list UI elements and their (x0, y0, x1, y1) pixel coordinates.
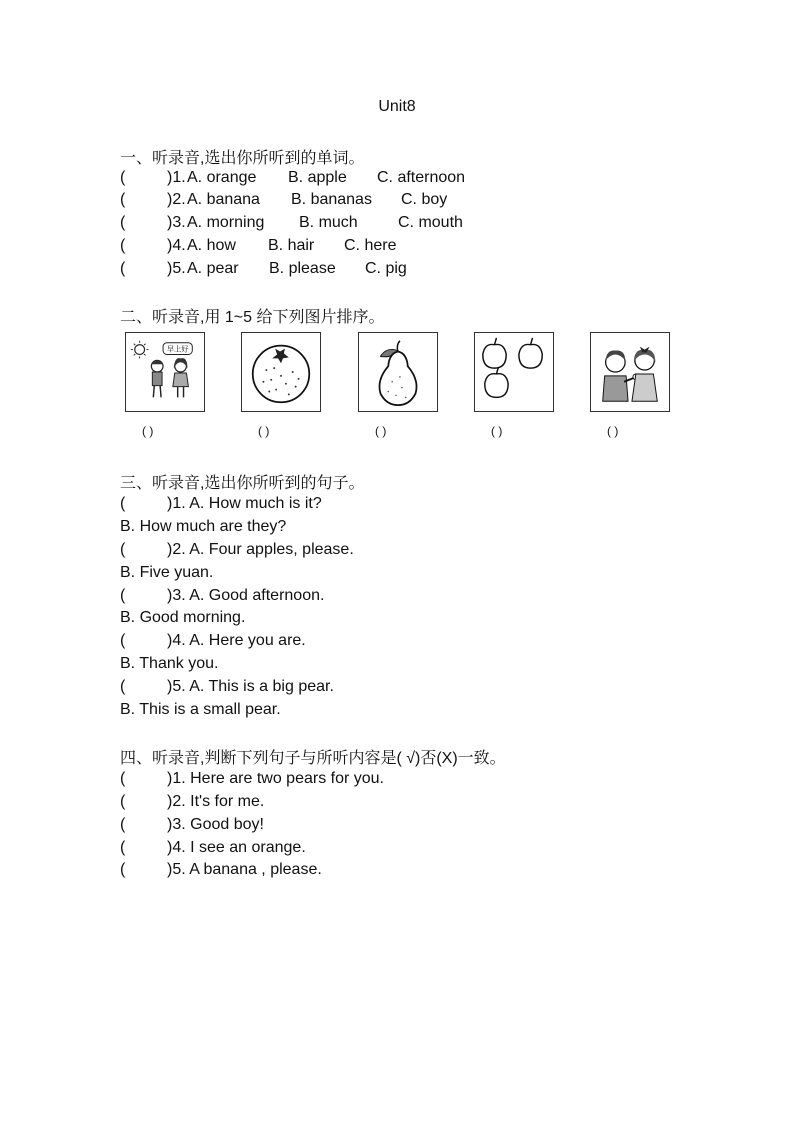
picture-3-blank[interactable]: ( ) (375, 424, 387, 438)
option-a: A. how (187, 237, 236, 254)
option-b: B. apple (288, 169, 347, 186)
option-a: A. banana (187, 191, 260, 208)
statement-text: Good boy! (190, 816, 264, 833)
option-a: A. Here you are. (189, 632, 306, 649)
answer-blank[interactable]: ( (120, 541, 126, 558)
part4-item-1: ( )1. Here are two pears for you. (120, 768, 384, 790)
option-a: A. Good afternoon. (189, 587, 325, 604)
part3-item-5: ( )5. A. This is a big pear. (120, 676, 334, 698)
option-b: B. hair (268, 237, 315, 254)
option-a: A. How much is it? (189, 495, 322, 512)
picture-5 (590, 332, 670, 412)
pear-icon (359, 333, 437, 411)
option-c: C. pig (365, 260, 407, 277)
part1-item-3: ( )3. A. morning B. much C. mouth (120, 212, 186, 234)
picture-4 (474, 332, 554, 412)
part4-item-5: ( )5. A banana , please. (120, 859, 322, 881)
picture-2-blank[interactable]: ( ) (258, 424, 270, 438)
part3-item-3-option-b: B. Good morning. (120, 609, 246, 626)
option-a: A. orange (187, 169, 257, 186)
picture-2 (241, 332, 321, 412)
picture-5-blank[interactable]: ( ) (607, 424, 619, 438)
orange-icon (242, 333, 320, 411)
picture-1-blank[interactable]: ( ) (142, 424, 154, 438)
answer-blank[interactable]: ( (120, 632, 126, 649)
part3-item-4-option-b: B. Thank you. (120, 655, 219, 672)
option-c: C. mouth (398, 214, 463, 231)
part1-item-4: ( )4. A. how B. hair C. here (120, 235, 186, 257)
answer-blank[interactable]: ( (120, 793, 126, 810)
option-c: C. boy (401, 191, 448, 208)
picture-1 (125, 332, 205, 412)
statement-text: Here are two pears for you. (190, 770, 384, 787)
part4-item-3: ( )3. Good boy! (120, 814, 264, 836)
option-b: B. much (299, 214, 358, 231)
part1-item-2: ( )2. A. banana B. bananas C. boy (120, 189, 186, 211)
answer-blank[interactable]: ( (120, 191, 126, 208)
part4-item-4: ( )4. I see an orange. (120, 837, 306, 859)
answer-blank[interactable]: ( (120, 678, 126, 695)
part4-heading: 四、听录音,判断下列句子与所听内容是( √)否(X)一致。 (120, 750, 506, 767)
picture-4-blank[interactable]: ( ) (491, 424, 503, 438)
part3-item-4: ( )4. A. Here you are. (120, 630, 306, 652)
part3-item-1-option-b: B. How much are they? (120, 518, 287, 535)
answer-blank[interactable]: ( (120, 237, 126, 254)
answer-blank[interactable]: ( (120, 169, 126, 186)
option-a: A. morning (187, 214, 265, 231)
part1-item-5: ( )5. A. pear B. please C. pig (120, 258, 186, 280)
option-c: C. here (344, 237, 397, 254)
three-apples-icon (475, 333, 553, 411)
answer-blank[interactable]: ( (120, 770, 126, 787)
picture-3 (358, 332, 438, 412)
statement-text: It's for me. (190, 793, 265, 810)
part3-item-1: ( )1. A. How much is it? (120, 493, 322, 515)
part3-item-3: ( )3. A. Good afternoon. (120, 585, 324, 607)
statement-text: I see an orange. (190, 839, 306, 856)
part3-item-2: ( )2. A. Four apples, please. (120, 539, 354, 561)
option-b: B. bananas (291, 191, 372, 208)
answer-blank[interactable]: ( (120, 495, 126, 512)
greeting-sign-text: 早上好 (166, 344, 189, 354)
part3-item-5-option-b: B. This is a small pear. (120, 701, 281, 718)
answer-blank[interactable]: ( (120, 839, 126, 856)
option-a: A. pear (187, 260, 239, 277)
part3-item-2-option-b: B. Five yuan. (120, 564, 214, 581)
answer-blank[interactable]: ( (120, 816, 126, 833)
answer-blank[interactable]: ( (120, 861, 126, 878)
part2-heading: 二、听录音,用 1~5 给下列图片排序。 (120, 309, 385, 326)
answer-blank[interactable]: ( (120, 587, 126, 604)
answer-blank[interactable]: ( (120, 214, 126, 231)
worksheet-title: Unit8 (378, 98, 416, 115)
children-greeting-icon (126, 333, 204, 411)
boy-giving-girl-icon (591, 333, 669, 411)
option-c: C. afternoon (377, 169, 466, 186)
option-b: B. please (269, 260, 336, 277)
part4-item-2: ( )2. It's for me. (120, 791, 264, 813)
part3-heading: 三、听录音,选出你所听到的句子。 (120, 475, 365, 492)
option-a: A. Four apples, please. (189, 541, 354, 558)
statement-text: A banana , please. (189, 861, 322, 878)
part1-heading: 一、听录音,选出你所听到的单词。 (120, 150, 365, 167)
option-a: A. This is a big pear. (189, 678, 334, 695)
part1-item-1: ( )1. A. orange B. apple C. afternoon (120, 167, 186, 189)
answer-blank[interactable]: ( (120, 260, 126, 277)
